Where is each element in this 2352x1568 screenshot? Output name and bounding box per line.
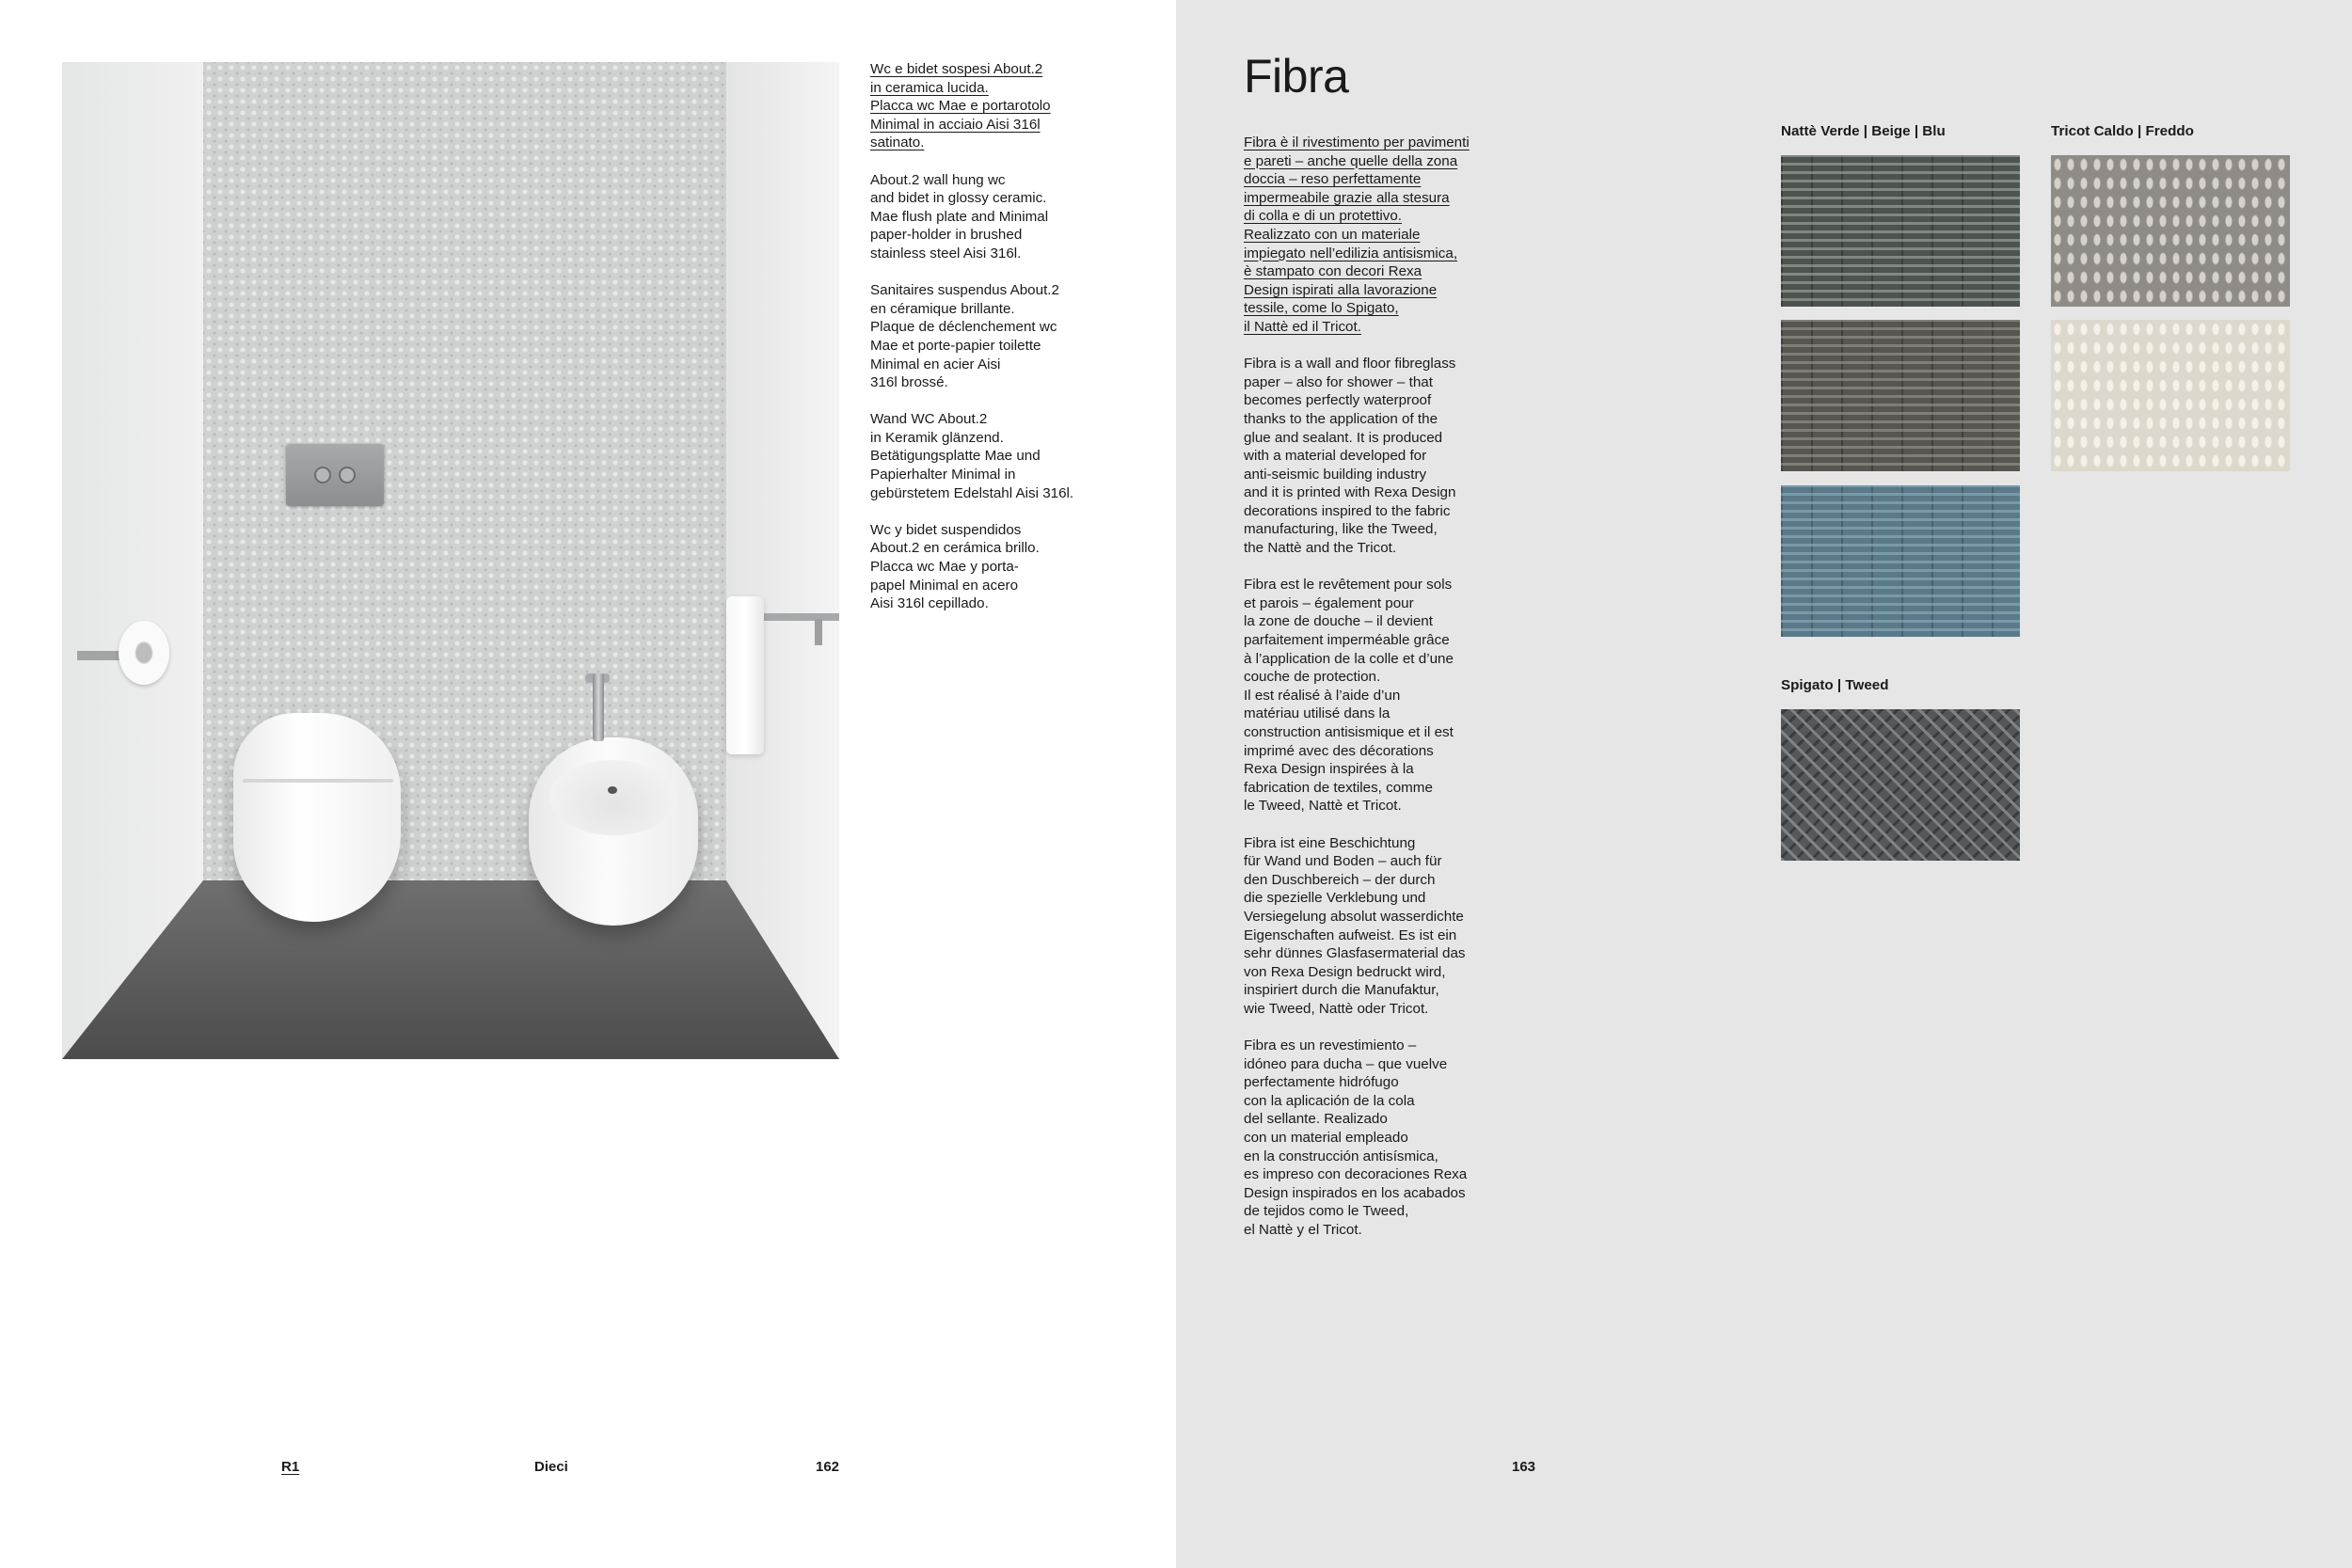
swatch-natte-blu: [1781, 485, 2020, 637]
wall-hung-wc: [233, 713, 401, 922]
caption-italian: Wc e bidet sospesi About.2 in ceramica lucida. Placca wc Mae e portarotolo Minimal in acciaio Aisi 316l satinato.: [870, 61, 1051, 151]
wc-lid-edge: [243, 779, 393, 783]
body-italian: Fibra è il rivestimento per pavimenti e pareti – anche quelle della zona doccia – reso perfettamente impermeabile grazie alla stesura di colla e di un protettivo. Realizzato con un materiale impiegato nell’edilizia antisismica, è stampato con decori Rexa Design ispirati alla lavorazione tessile, come lo Spigato, il Nattè ed il Tricot.: [1244, 135, 1470, 335]
spigato-swatch-label: Spigato | Tweed: [1781, 677, 1889, 693]
footer-page-number-left: 162: [816, 1459, 840, 1475]
caption-french: Sanitaires suspendus About.2 en céramique brillante. Plaque de déclenchement wc Mae et porte-papier toilette Minimal en acier Aisi 316l brossé.: [870, 282, 1059, 391]
bidet-drain: [608, 786, 617, 794]
swatch-tricot-caldo: [2051, 155, 2290, 307]
body-french: Fibra est le revêtement pour sols et parois – également pour la zone de douche – il devient parfaitement imperméable grâce à l’application de la colle et d’une couche de protection. Il est réalisé à l’aide d’un matériau utilisé dans la construction antisismique et il est imprimé avec des décorations Rexa Design inspirées à la fabrication de textiles, comme le Tweed, Nattè et Tricot.: [1244, 577, 1454, 815]
bathroom-photo: [62, 62, 839, 1059]
bidet-bowl: [549, 760, 677, 835]
footer-section: R1: [281, 1459, 300, 1475]
caption-spanish: Wc y bidet suspendidos About.2 en cerámica brillo. Placca wc Mae y porta- papel Minimal en acero Aisi 316l cepillado.: [870, 521, 1040, 612]
footer-collection: Dieci: [534, 1459, 568, 1475]
natte-swatch-label: Nattè Verde | Beige | Blu: [1781, 123, 1946, 139]
swatch-natte-beige: [1781, 320, 2020, 471]
bidet-tap: [593, 673, 604, 741]
body-english: Fibra is a wall and floor fibreglass paper – also for shower – that becomes perfectly waterproof thanks to the application of the glue and sealant. It is produced with a material developed for anti-seismic building industry and it is printed with Rexa Design decorations inspired to the fabric manufacturing, like the Tweed, the Nattè and the Tricot.: [1244, 356, 1456, 557]
footer-page-number-right: 163: [1512, 1459, 1536, 1475]
swatch-natte-verde: [1781, 155, 2020, 307]
flush-button-left: [314, 467, 331, 483]
swatch-spigato-tweed: [1781, 709, 2020, 861]
wall-hung-bidet: [529, 737, 698, 926]
towel: [726, 596, 764, 754]
page-title: Fibra: [1244, 50, 1349, 103]
towel-bar-end: [815, 619, 822, 645]
body-spanish: Fibra es un revestimiento – idóneo para ducha – que vuelve perfectamente hidrófugo con la aplicación de la cola del sellante. Realizado con un material empleado en la construcción antisísmica, es impreso con decoraciones Rexa Design inspirados en los acabados de tejidos como le Tweed, el Nattè y el Tricot.: [1244, 1037, 1468, 1239]
photo-caption: [870, 60, 1115, 631]
body-german: Fibra ist eine Beschichtung für Wand und Boden – auch für den Duschbereich – der durch die spezielle Verklebung und Versiegelung absolut wasserdichte Eigenschaften aufweist. Es ist ein sehr dünnes Glasfasermaterial das von Rexa Design bedruckt wird, inspiriert durch die Manufaktur, wie Tweed, Nattè oder Tricot.: [1244, 834, 1466, 1017]
swatch-tricot-freddo: [2051, 320, 2290, 471]
caption-german: Wand WC About.2 in Keramik glänzend. Betätigungsplatte Mae und Papierhalter Minimal in gebürstetem Edelstahl Aisi 316l.: [870, 411, 1074, 501]
body-text: [1244, 134, 1526, 1258]
toilet-paper-roll: [119, 621, 169, 685]
tricot-swatch-label: Tricot Caldo | Freddo: [2051, 123, 2194, 139]
caption-english: About.2 wall hung wc and bidet in glossy ceramic. Mae flush plate and Minimal paper-holder in brushed stainless steel Aisi 316l.: [870, 171, 1049, 261]
flush-button-right: [339, 467, 356, 483]
flush-plate: [286, 444, 384, 506]
